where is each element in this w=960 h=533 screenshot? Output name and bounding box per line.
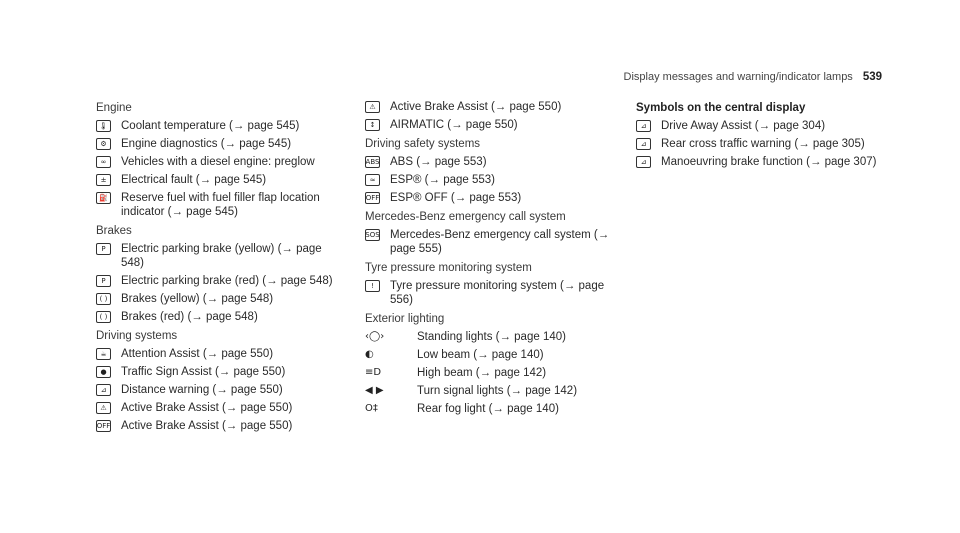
low-beam-icon: ◐ [365, 349, 374, 360]
active-brake-assist-icon: ⚠ [96, 402, 111, 414]
item-text: Standing lights (→ page 140) [417, 331, 566, 343]
airmatic-icon: ↕ [365, 119, 380, 131]
list-item [96, 173, 341, 187]
standing-lights-icon: ‹◯› [365, 331, 385, 342]
active-brake-assist-off-icon: OFF [96, 420, 111, 432]
item-text: Active Brake Assist (→ page 550) [390, 101, 562, 113]
item-text: AIRMATIC (→ page 550) [390, 119, 518, 131]
engine-diagnostics-icon: ⚙ [96, 138, 111, 150]
safety-list [365, 155, 610, 205]
list-item [636, 137, 891, 151]
list-item [96, 401, 341, 415]
list-item [365, 118, 610, 132]
list-item [636, 155, 891, 169]
drive-away-assist-icon: ⊿ [636, 120, 651, 132]
column-3 [636, 98, 891, 173]
list-item [96, 242, 341, 270]
tyre-pressure-icon: ! [365, 280, 380, 292]
item-text: Traffic Sign Assist (→ page 550) [121, 366, 286, 378]
traffic-sign-icon: ● [96, 366, 111, 378]
item-text: Low beam (→ page 140) [417, 349, 544, 361]
high-beam-icon: ≡D [365, 367, 382, 378]
list-item [365, 384, 610, 398]
driving-list [96, 347, 341, 433]
list-item [96, 383, 341, 397]
fuel-pump-icon: ⛽ [96, 192, 111, 204]
column-1 [96, 98, 341, 437]
tyre-list [365, 279, 610, 307]
item-text: ESP® OFF (→ page 553) [390, 192, 522, 204]
item-text: Rear fog light (→ page 140) [417, 403, 559, 415]
preglow-icon: ∞ [96, 156, 111, 168]
item-text: Active Brake Assist (→ page 550) [121, 420, 293, 432]
esp-off-icon: OFF [365, 192, 380, 204]
item-text: Brakes (red) (→ page 548) [121, 311, 258, 323]
brake-icon: ( ) [96, 293, 111, 305]
item-text: Active Brake Assist (→ page 550) [121, 402, 293, 414]
list-item [365, 228, 610, 256]
item-text: Brakes (yellow) (→ page 548) [121, 293, 274, 305]
parking-brake-icon: P [96, 243, 111, 255]
item-text: ESP® (→ page 553) [390, 174, 495, 186]
manoeuvring-brake-icon: ⊿ [636, 156, 651, 168]
esp-icon: ≈ [365, 174, 380, 186]
list-item [96, 274, 341, 288]
section-brakes-title: Brakes [96, 225, 132, 237]
attention-assist-icon: ☕ [96, 348, 111, 360]
section-safety-title: Driving safety systems [365, 138, 481, 150]
list-item [96, 137, 341, 151]
turn-signal-icon: ◀ ▶ [365, 385, 384, 396]
item-text: Attention Assist (→ page 550) [121, 348, 274, 360]
list-item [365, 348, 610, 362]
list-item [365, 279, 610, 307]
item-text: Rear cross traffic warning (→ page 305) [661, 138, 865, 150]
list-item [96, 419, 341, 433]
section-emergency-title: Mercedes-Benz emergency call system [365, 211, 566, 223]
item-text: Electric parking brake (red) (→ page 548) [121, 275, 333, 287]
item-text: Reserve fuel with fuel filler flap location indicator (→ page 545) [121, 192, 320, 218]
item-text: Engine diagnostics (→ page 545) [121, 138, 292, 150]
brakes-list [96, 242, 341, 324]
list-item [96, 310, 341, 324]
battery-icon: ± [96, 174, 111, 186]
item-text: ABS (→ page 553) [390, 156, 487, 168]
list-item [96, 191, 341, 219]
list-item [636, 119, 891, 133]
column-2 [365, 98, 610, 420]
central-list [636, 119, 891, 169]
section-engine-title: Engine [96, 102, 132, 114]
list-item [96, 292, 341, 306]
list-item [365, 330, 610, 344]
rear-cross-traffic-icon: ⊿ [636, 138, 651, 150]
abs-icon: ABS [365, 156, 380, 168]
item-text: Electrical fault (→ page 545) [121, 174, 267, 186]
section-lighting-title: Exterior lighting [365, 313, 445, 325]
list-item [365, 100, 610, 114]
item-text: Vehicles with a diesel engine: preglow [121, 156, 315, 168]
parking-brake-red-icon: P [96, 275, 111, 287]
emergency-list [365, 228, 610, 256]
item-text: Mercedes-Benz emergency call system (→ page 555) [390, 229, 610, 255]
item-text: Manoeuvring brake function (→ page 307) [661, 156, 877, 168]
list-item [96, 155, 341, 169]
item-text: Coolant temperature (→ page 545) [121, 120, 300, 132]
section-central-title: Symbols on the central display [636, 102, 806, 114]
page-header [624, 71, 882, 83]
list-item [365, 173, 610, 187]
item-text: Turn signal lights (→ page 142) [417, 385, 578, 397]
list-item [96, 119, 341, 133]
list-item [365, 191, 610, 205]
item-text: Distance warning (→ page 550) [121, 384, 283, 396]
list-item [365, 366, 610, 380]
header-title: Display messages and warning/indicator lamps [623, 71, 853, 83]
list-item [96, 365, 341, 379]
item-text: Drive Away Assist (→ page 304) [661, 120, 826, 132]
section-driving-title: Driving systems [96, 330, 178, 342]
engine-list [96, 119, 341, 219]
item-text: Electric parking brake (yellow) (→ page 548) [121, 243, 322, 269]
section-tyre-title: Tyre pressure monitoring system [365, 262, 532, 274]
active-brake-assist-2-icon: ⚠ [365, 101, 380, 113]
list-item [96, 347, 341, 361]
lighting-list [365, 330, 610, 416]
list-item [365, 155, 610, 169]
top-list [365, 100, 610, 132]
coolant-temperature-icon: 🌡 [96, 120, 111, 132]
item-text: High beam (→ page 142) [417, 367, 547, 379]
distance-warning-icon: ⊿ [96, 384, 111, 396]
page-number: 539 [862, 71, 882, 83]
sos-icon: SOS [365, 229, 380, 241]
list-item [365, 402, 610, 416]
rear-fog-icon: O‡ [365, 403, 378, 414]
item-text: Tyre pressure monitoring system (→ page 556) [390, 280, 605, 306]
brake-red-icon: ( ) [96, 311, 111, 323]
